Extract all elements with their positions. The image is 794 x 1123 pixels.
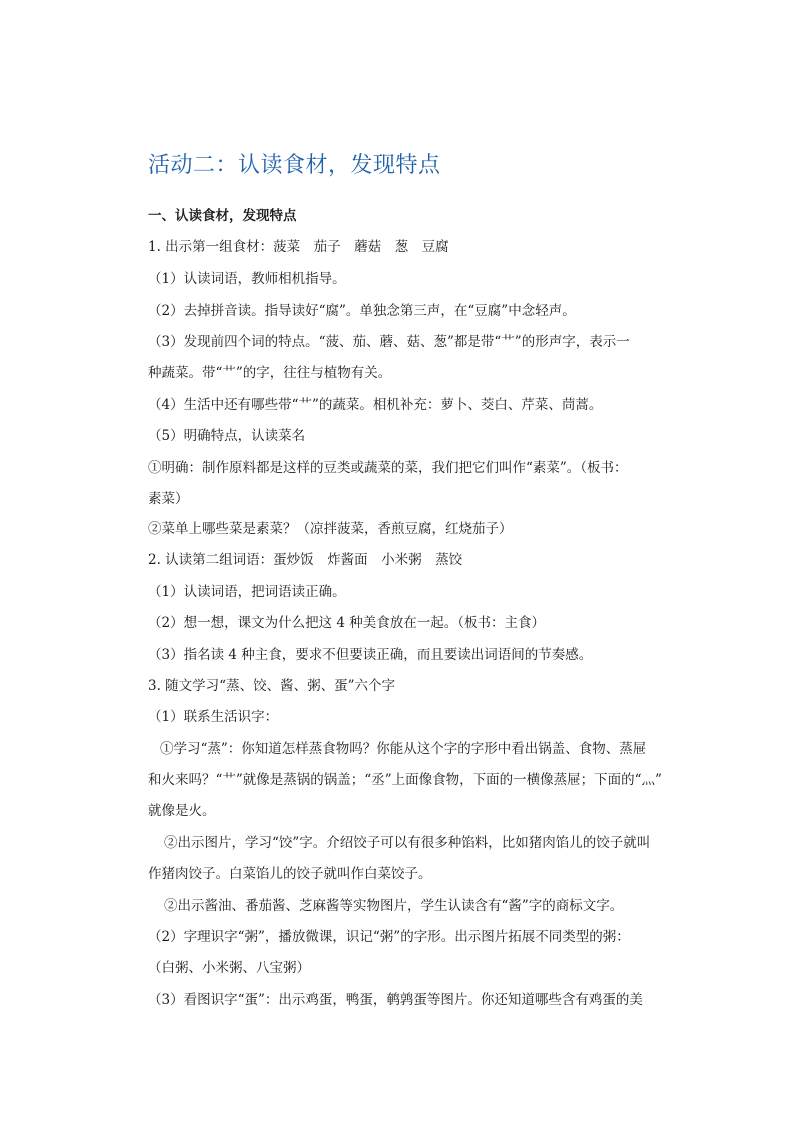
paragraph-line: （2）字理识字“粥”，播放微课，识记“粥”的字形。出示图片拓展不同类型的粥：: [148, 929, 630, 945]
paragraph-line: 2. 认读第二组词语：蛋炒饭 炸酱面 小米粥 蒸饺: [148, 552, 463, 568]
paragraph-line: （3）看图识字“蛋”：出示鸡蛋，鸭蛋，鹌鹑蛋等图片。你还知道哪些含有鸡蛋的美: [148, 992, 643, 1008]
paragraph-line: 和火来吗？“艹”就像是蒸锅的锅盖；“丞”上面像食物，下面的一横像蒸屉；下面的“灬”: [148, 772, 662, 788]
paragraph-line: （2）去掉拼音读。指导读好“腐”。单独念第三声，在“豆腐”中念轻声。: [148, 303, 576, 319]
paragraph-line: 素菜）: [148, 491, 189, 507]
paragraph-line: ①明确：制作原料都是这样的豆类或蔬菜的菜，我们把它们叫作“素菜”。（板书：: [148, 460, 628, 476]
paragraph-line: ②出示酱油、番茄酱、芝麻酱等实物图片，学生认读含有“酱”字的商标文字。: [164, 898, 624, 914]
paragraph-line: （1）认读词语，教师相机指导。: [148, 271, 346, 287]
paragraph-line: 作猪肉饺子。白菜馅儿的饺子就叫作白菜饺子。: [148, 866, 432, 882]
paragraph-line: （白粥、小米粥、八宝粥）: [148, 960, 310, 976]
paragraph-line: （3）发现前四个词的特点。“菠、茄、蘑、菇、葱”都是带“艹”的形声字，表示一: [148, 334, 630, 350]
paragraph-line: （4）生活中还有哪些带“艹”的蔬菜。相机补充：萝卜、茭白、芹菜、茼蒿。: [148, 397, 603, 413]
paragraph-line: 1. 出示第一组食材：菠菜 茄子 蘑菇 葱 豆腐: [148, 239, 449, 255]
paragraph-line: （3）指名读 4 种主食，要求不但要读正确，而且要读出词语间的节奏感。: [148, 647, 593, 663]
section-heading: 一、认读食材，发现特点: [148, 208, 297, 224]
page-title: 活动二：认读食材，发现特点: [148, 153, 441, 178]
paragraph-line: ②菜单上哪些菜是素菜？（凉拌菠菜，香煎豆腐，红烧茄子）: [148, 521, 513, 537]
paragraph-line: 3. 随文学习“蒸、饺、酱、粥、蛋”六个字: [148, 678, 395, 694]
paragraph-line: ①学习“蒸”：你知道怎样蒸食物吗？你能从这个字的字形中看出锅盖、食物、蒸屉: [160, 741, 647, 757]
paragraph-line: 种蔬菜。带“艹”的字，往往与植物有关。: [148, 365, 392, 381]
paragraph-line: （1）认读词语，把词语读正确。: [148, 584, 346, 600]
paragraph-line: ②出示图片，学习“饺”字。介绍饺子可以有很多种馅料，比如猪肉馅儿的饺子就叫: [164, 835, 651, 851]
paragraph-line: （1）联系生活识字：: [148, 709, 279, 725]
paragraph-line: 就像是火。: [148, 803, 216, 819]
paragraph-line: （5）明确特点，认读菜名: [148, 428, 306, 444]
paragraph-line: （2）想一想，课文为什么把这 4 种美食放在一起。（板书：主食）: [148, 615, 546, 631]
